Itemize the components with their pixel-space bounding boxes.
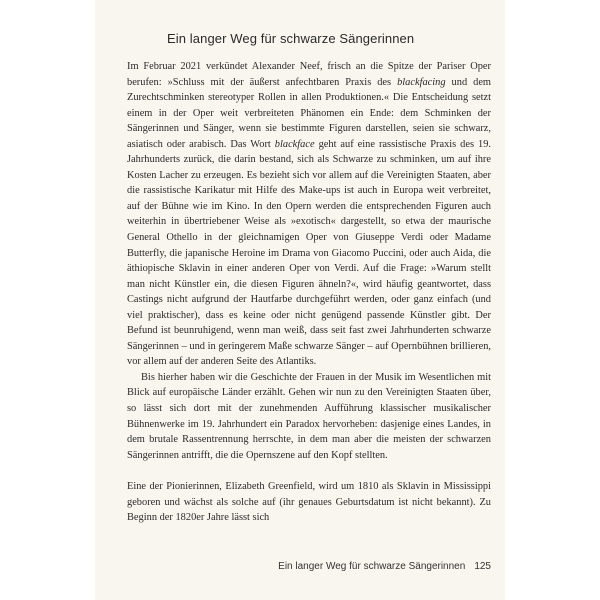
book-page <box>95 0 505 600</box>
paragraph <box>127 479 491 526</box>
text-run: Bis hierher haben wir die Geschichte der Frauen in der Musik im Wesentlichen mit Blick auf europäische Länder erzählt. Gehen wir nun zu den Vereinigten Staaten über, so lässt sich dort mit der zunehmenden Aufführung klassischer musikalischer Bühnenwerke im 19. Jahrhundert ein Paradox hervorheben: dasjenige eines Landes, in dem brutale Rassentrennung herrschte, in dem man aber die meisten der schwarzen Sängerinnen antrifft, die die Opernszene auf den Kopf stellten. <box>127 371 491 461</box>
page-number: 125 <box>474 561 491 572</box>
footer-title: Ein langer Weg für schwarze Sängerinnen <box>278 561 466 572</box>
paragraph <box>127 59 491 370</box>
text-run: geht auf eine rassistische Praxis des 19. Jahrhunderts zurück, die darin bestand, sich als Schwarze zu schminken, um auf ihre Kosten Lacher zu erzeugen. Es bezieht sich vor allem auf die Vereinigten Staaten, aber die rassistische Karikatur mit Hilfe des Make-ups ist auch in Europa weit verbreitet, auf der Bühne wie im Kino. In den Opern werden die entsprechenden Figuren auch weiterhin in übertriebener Weise als »exotisch« dargestellt, so etwa der maurische General Othello in der gleichnamigen Oper von Giuseppe Verdi oder Madame Butterfly, die japanische Heroine im Drama von Giacomo Puccini, oder auch Aida, die äthiopische Sklavin in einer anderen Oper von Verdi. Auf die Frage: »Warum stellt man nicht Künstler ein, die diesen Figuren ähneln?«, wird häufig geantwortet, dass Castings nicht aufgrund der Hautfarbe durchgeführt werden, oder ganz einfach (und viel praktischer), dass es keine oder nicht genügend passende Künstler gibt. Der Befund ist beunruhigend, wenn man weiß, dass seit fast zwei Jahrhunderten schwarze Sängerinnen – und in geringerem Maße schwarze Sänger – auf Opernbühnen brillieren, vor allem auf der anderen Seite des Atlantiks. <box>127 138 491 368</box>
text-run: Im Februar 2021 verkündet Alexander Neef, frisch an die Spitze der Pariser Oper berufen: »Schluss mit der äußerst anfechtbaren Praxis des <box>127 61 491 88</box>
running-heading: Ein langer Weg für schwarze Sängerinnen <box>167 31 415 46</box>
page-footer <box>95 561 491 572</box>
italic-term: blackface <box>274 138 315 150</box>
body-text <box>127 59 491 526</box>
text-run: Eine der Pionierinnen, Elizabeth Greenfield, wird um 1810 als Sklavin in Mississippi geboren und wächst als solche auf (ihr genaues Geburtsdatum ist nicht bekannt). Zu Beginn der 1820er Jahre lässt sich <box>127 481 491 524</box>
italic-term: blackfacing <box>397 76 446 88</box>
paragraph <box>127 370 491 463</box>
text-run: und dem Zurechtschminken stereotyper Rollen in allen Produktionen.« Die Entscheidung setzt einem in der Oper weit verbreiteten Phänomen ein Ende: dem Schminken der Sängerinnen und Sänger, wenn sie bestimmte Figuren darstellen, seien sie schwarz, asiatisch oder arabisch. Das Wort <box>127 76 492 150</box>
